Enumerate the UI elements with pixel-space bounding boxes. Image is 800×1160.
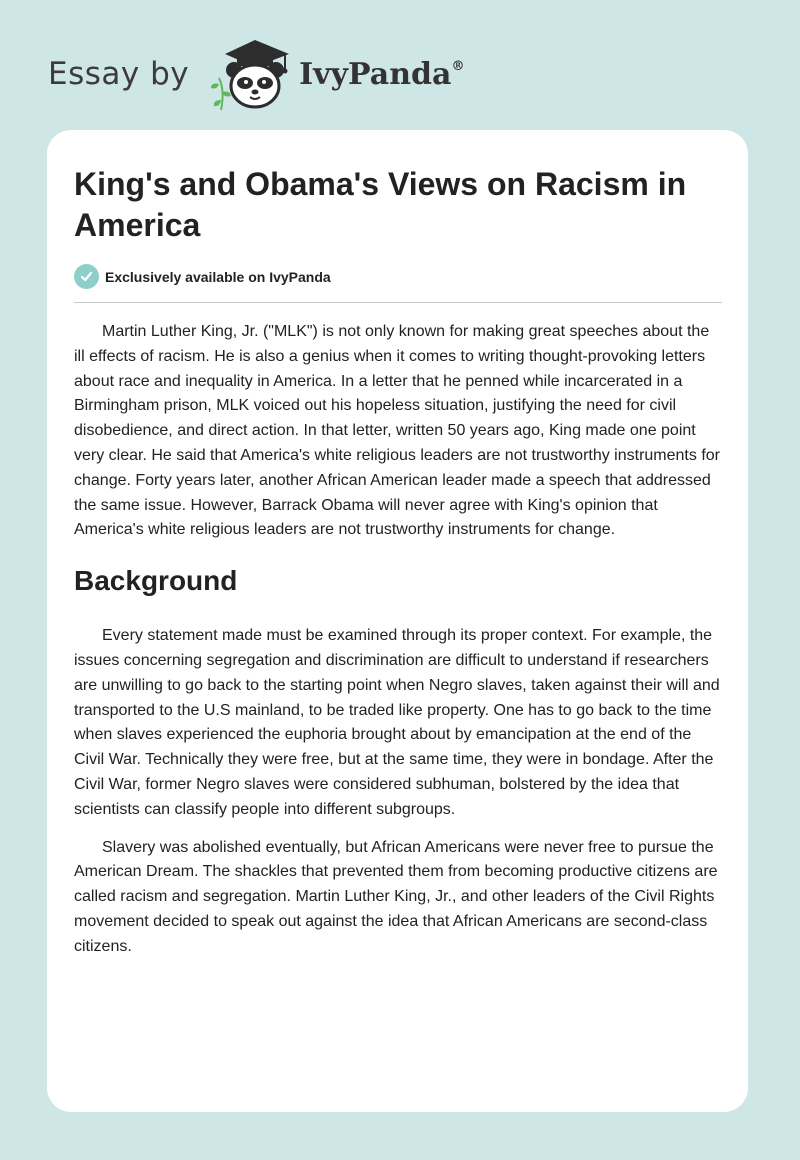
exclusive-badge <box>74 264 331 289</box>
paragraph: Slavery was abolished eventually, but African Americans were never free to pursue the American Dream. The shackles that prevented them from becoming productive citizens are called racism and segregation. Martin Luther King, Jr., and other leaders of the Civil Rights movement decided to speak out against the idea that African Americans are second-class citizens. <box>74 838 718 955</box>
site-header <box>48 34 464 114</box>
divider <box>74 302 722 303</box>
paragraph: Every statement made must be examined through its proper context. For example, the issues concerning segregation and discrimination are difficult to understand if researchers are unwilling to go back to the starting point when Negro slaves, taken against their will and transported to the U.S mainland, to be traded like property. One has to go back to the time when slaves experienced the euphoria brought about by emancipation at the end of the Civil War. Technically they were free, but at the same time, they were in bondage. After the Civil War, former Negro slaves were considered subhuman, bolstered by the idea that scientists can classify people into different subgroups. <box>74 627 720 818</box>
panda-graduate-logo-icon[interactable] <box>205 34 297 114</box>
essay-card <box>47 130 748 1112</box>
exclusive-label: Exclusively available on IvyPanda <box>105 268 331 285</box>
brand-name[interactable] <box>299 57 464 92</box>
brand-text: IvyPanda <box>299 56 452 92</box>
section-heading: Background <box>74 565 238 597</box>
paragraph: Martin Luther King, Jr. ("MLK") is not only known for making great speeches about the ill effects of racism. He is also a genius when it comes to writing thought-provoking letters about race and inequality in America. In a letter that he penned while incarcerated in a Birmingham prison, MLK voiced out his hopeless situation, justifying the need for civil disobedience, and direct action. In that letter, written 50 years ago, King made one point very clear. He said that America's white religious leaders are not trustworthy instruments for change. Forty years later, another African American leader made a speech that addressed the same issue. However, Barrack Obama will never agree with King's opinion that America's white religious leaders are not trustworthy instruments for change. <box>74 323 720 539</box>
registered-mark: ® <box>451 58 465 74</box>
check-circle-icon <box>74 264 99 289</box>
essay-body <box>74 320 724 973</box>
page-title: King's and Obama's Views on Racism in America <box>74 166 687 243</box>
ivy-leaf-icon <box>211 78 231 110</box>
essay-by-label: Essay by <box>48 56 190 92</box>
